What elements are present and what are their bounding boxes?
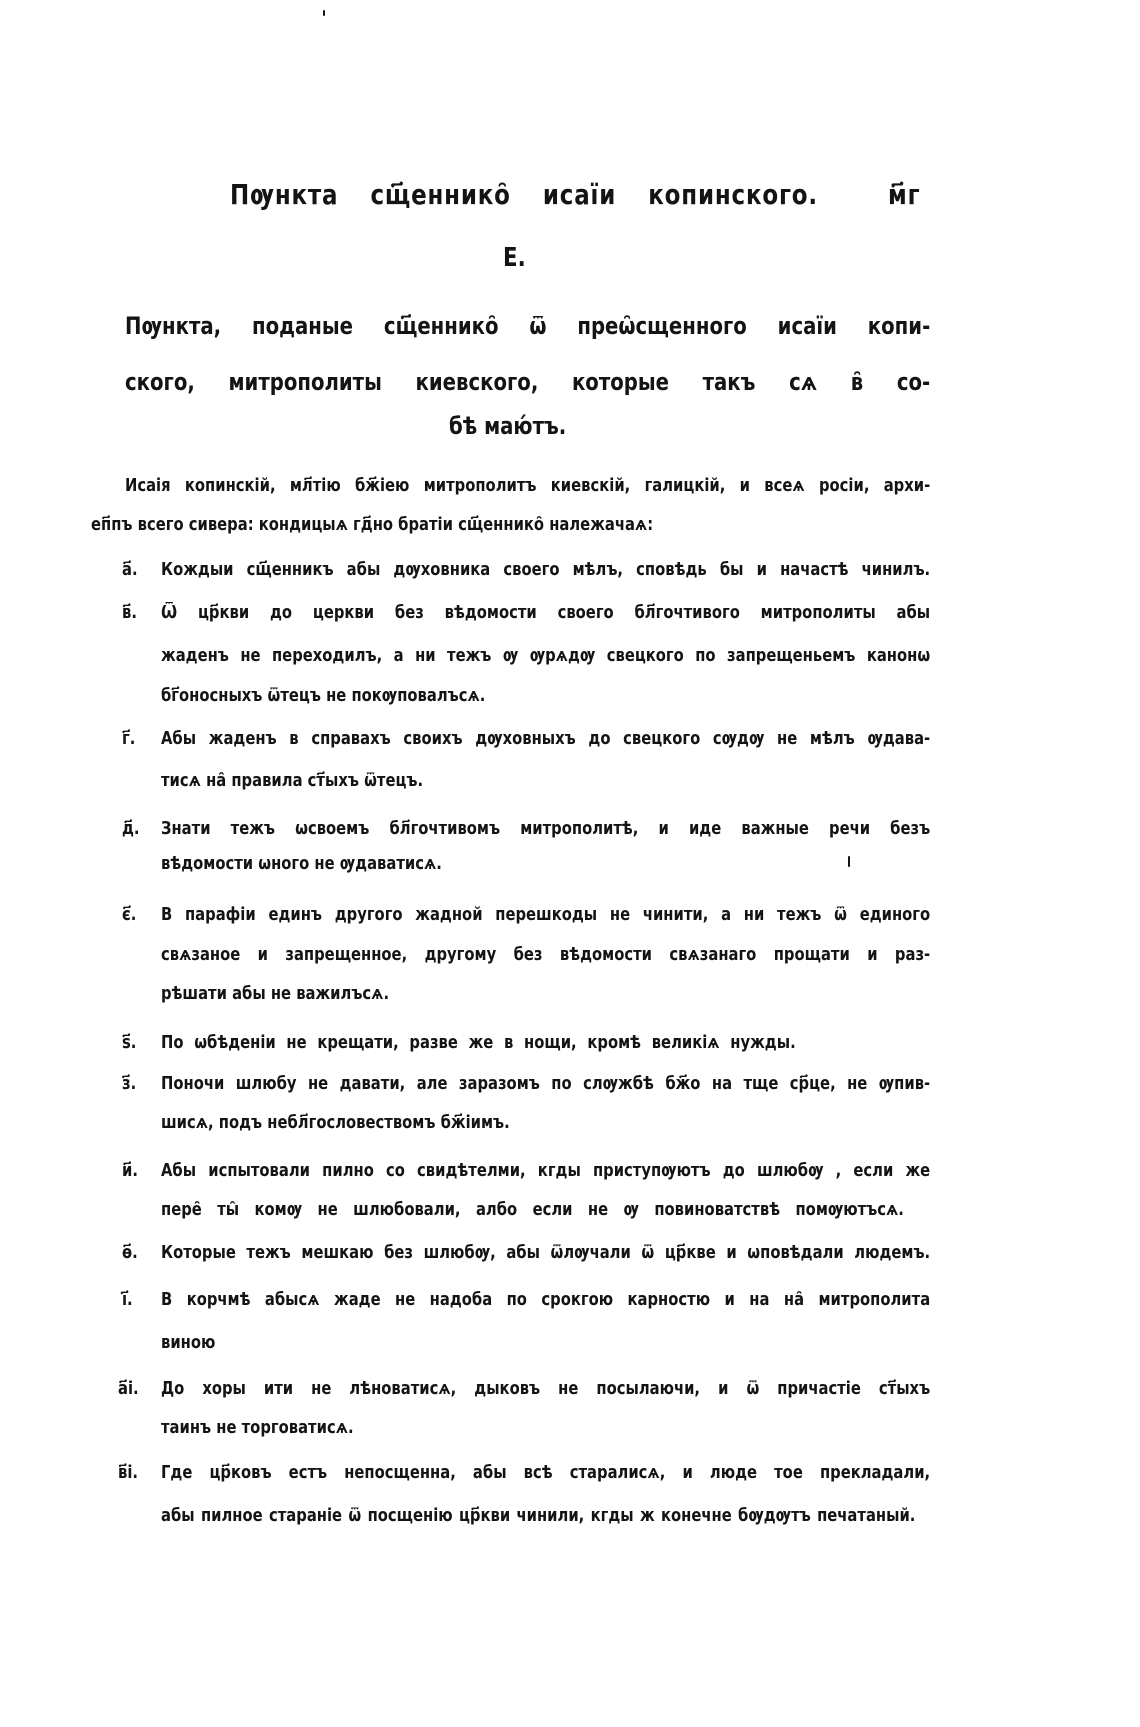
article-7-numeral: з҃.: [122, 1073, 137, 1094]
scan-speck: [848, 856, 850, 867]
article-8-line-2: пере̑ ты̑ комѹ не шлюбовали, албо если не ѹ повиноватствѣ помѹютъсѧ.: [161, 1199, 904, 1220]
preamble-line-1: Исаія копинскій, мл҃тію бж҃іею митрополитъ киевскій, галицкій, и всеѧ росіи, архи-: [125, 475, 931, 496]
article-7-line-2: шисѧ, подъ небл҃гословествомъ бж҃іимъ.: [161, 1112, 510, 1133]
article-1-line-1: Кождыи сщ҃енникъ абы дѹховника своего мѣлъ, сповѣдь бы и начастѣ чинилъ.: [161, 559, 931, 580]
article-5-numeral: є҃.: [122, 904, 137, 925]
article-3-numeral: г҃.: [122, 728, 136, 749]
article-9-numeral: ѳ҃.: [122, 1242, 138, 1263]
article-3-line-1: Абы жаденъ в справахъ своихъ дѹховныхъ до свецкого сѹдѹ не мѣлъ ѹдава-: [161, 728, 931, 749]
article-3-line-2: тисѧ на̑ правила ст҃ыхъ ѿтецъ.: [161, 770, 424, 791]
article-11-line-1: До хоры ити не лѣноватисѧ, дыковъ не посылаючи, и ѿ причастіе ст҃ыхъ: [161, 1378, 931, 1399]
article-12-line-1: Где цр҃ковъ естъ непосщенна, абы всѣ старалисѧ, и люде тое прекладали,: [161, 1462, 931, 1483]
scan-speck: [323, 10, 325, 16]
page-number: м҃г: [888, 178, 921, 211]
article-8-line-1: Абы испытовали пилно со свидѣтелми, кгды приступѹютъ до шлюбѹ , если же: [161, 1160, 931, 1181]
article-2-line-2: жаденъ не переходилъ, а ни тежъ ѹ ѹрѧдѹ свецкого по запрещеньемъ канонѡ: [161, 645, 931, 666]
article-4-line-1: Знати тежъ ѡсвоемъ бл҃гочтивомъ митрополитѣ, и иде важные речи безъ: [161, 818, 931, 839]
article-6-numeral: ѕ҃.: [122, 1032, 137, 1053]
article-2-line-1: Ѿ цр҃кви до церкви без вѣдомости своего бл҃гочтивого митрополиты абы: [161, 602, 931, 623]
article-5-line-1: В парафіи единъ другого жадной перешкоды не чинити, а ни тежъ ѿ единого: [161, 904, 931, 925]
preamble-line-2: еп҃пъ всего сивера: кондицыѧ гд҃но братіи сщ҃еннико̑ належачаѧ:: [91, 514, 654, 535]
article-10-numeral: і҃.: [122, 1289, 133, 1310]
article-10-line-1: В корчмѣ абысѧ жаде не надоба по срокгою карностю и на на̑ митрополита: [161, 1289, 931, 1310]
article-1-numeral: а҃.: [122, 559, 138, 580]
article-5-line-2: свѧзаное и запрещенное, другому без вѣдомости свѧзанаго прощати и раз-: [161, 944, 931, 965]
article-12-line-2: абы пилное стараніе ѿ посщенію цр҃кви чинили, кгды ж конечне бѹдѹтъ печатаный.: [161, 1505, 916, 1526]
article-6-line-1: По ѡбѣденіи не крещати, разве же в нощи, кромѣ великіѧ нужды.: [161, 1032, 796, 1053]
article-8-numeral: и҃.: [122, 1160, 138, 1181]
section-letter: Е.: [503, 243, 526, 273]
article-4-numeral: д҃.: [122, 818, 140, 839]
title-line-1: Пѹнкта, поданые сщ҃еннико̑ ѿ преѡ̑сщенного исаїи копи-: [125, 312, 931, 340]
article-11-numeral: а҃і.: [118, 1378, 139, 1399]
title-line-3: бѣ маю́тъ.: [448, 412, 567, 440]
running-head: Пѹнкта сщ҃еннико̑ исаїи копинского.: [230, 178, 818, 211]
article-12-numeral: в҃і.: [118, 1462, 139, 1483]
article-5-line-3: рѣшати абы не важилъсѧ.: [161, 983, 390, 1004]
article-2-numeral: в҃.: [122, 602, 137, 623]
article-2-line-3: бг҃оносныхъ ѿтецъ не покѹповалъсѧ.: [161, 685, 486, 706]
article-9-line-1: Которые тежъ мешкаю без шлюбѹ, абы ѿлѹчали ѿ цр҃кве и ѡповѣдали людемъ.: [161, 1242, 931, 1263]
article-10-line-2: виною: [161, 1332, 216, 1353]
article-7-line-1: Поночи шлюбу не давати, але заразомъ по слѹжбѣ бж҃о на тще ср҃це, не ѹпив-: [161, 1073, 931, 1094]
title-line-2: ского, митрополиты киевского, которые такъ сѧ в̑ со-: [125, 368, 931, 396]
article-11-line-2: таинъ не торговатисѧ.: [161, 1417, 354, 1438]
article-4-line-2: вѣдомости ѡного не ѹдаватисѧ.: [161, 853, 442, 874]
